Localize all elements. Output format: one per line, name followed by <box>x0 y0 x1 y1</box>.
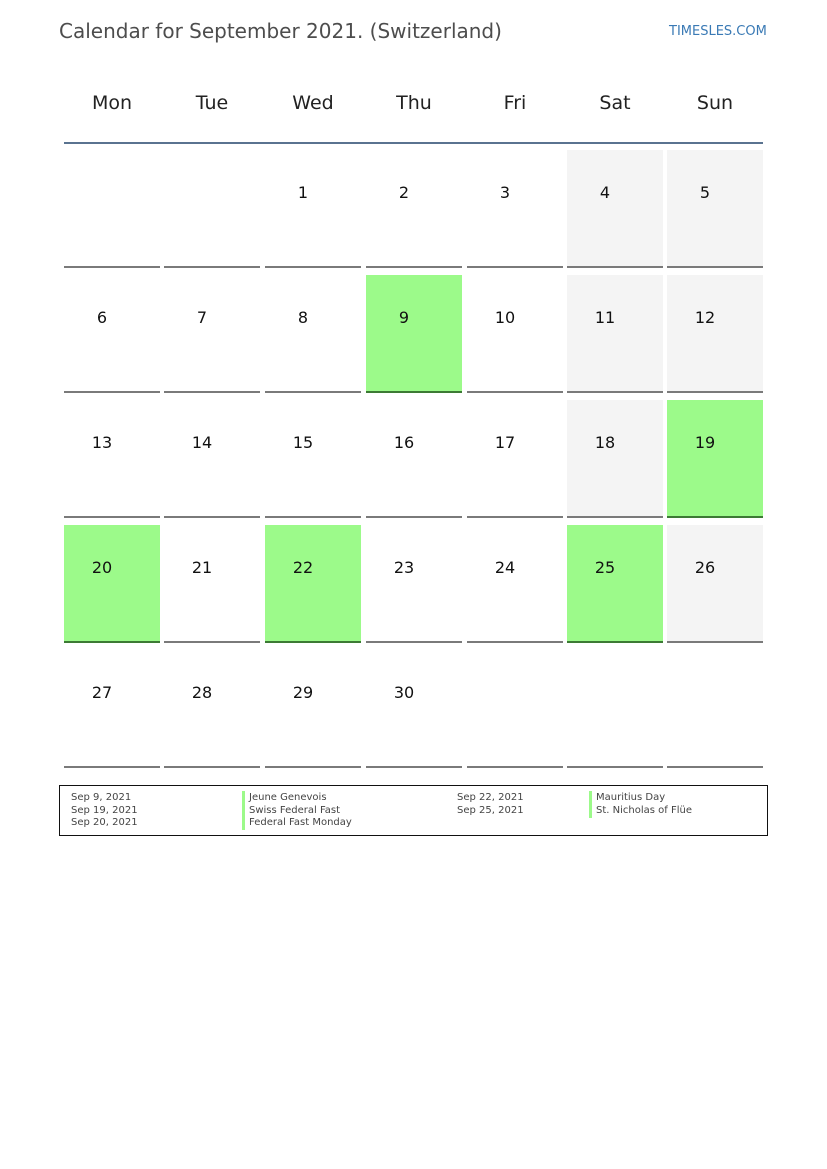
day-cell-23[interactable] <box>366 525 462 643</box>
day-number: 13 <box>91 433 113 452</box>
legend-holiday-name: Mauritius Day <box>589 792 665 804</box>
day-cell-27[interactable] <box>64 650 160 768</box>
day-number: 30 <box>393 683 415 702</box>
day-cell-1[interactable] <box>265 150 361 268</box>
day-cell-6[interactable] <box>64 275 160 393</box>
day-cell-24[interactable] <box>467 525 563 643</box>
day-cell-18[interactable] <box>567 400 663 518</box>
day-cell-25[interactable] <box>567 525 663 643</box>
day-number: 1 <box>297 183 309 202</box>
empty-day-cell <box>667 650 763 768</box>
day-cell-30[interactable] <box>366 650 462 768</box>
day-cell-4[interactable] <box>567 150 663 268</box>
day-number: 24 <box>494 558 516 577</box>
day-cell-3[interactable] <box>467 150 563 268</box>
day-number: 12 <box>694 308 716 327</box>
empty-day-cell <box>467 650 563 768</box>
day-number: 25 <box>594 558 616 577</box>
legend-item <box>60 817 767 829</box>
day-cell-12[interactable] <box>667 275 763 393</box>
day-cell-5[interactable] <box>667 150 763 268</box>
day-cell-22[interactable] <box>265 525 361 643</box>
weekday-mon: Mon <box>91 92 133 114</box>
day-cell-29[interactable] <box>265 650 361 768</box>
day-number: 21 <box>191 558 213 577</box>
day-number: 27 <box>91 683 113 702</box>
legend-item <box>60 805 767 817</box>
day-cell-2[interactable] <box>366 150 462 268</box>
header-divider <box>64 142 763 144</box>
legend-holiday-name: Federal Fast Monday <box>242 817 352 829</box>
day-cell-8[interactable] <box>265 275 361 393</box>
legend-date: Sep 22, 2021 <box>457 792 524 803</box>
legend-date: Sep 19, 2021 <box>71 804 138 816</box>
weekday-sat: Sat <box>599 92 631 114</box>
day-number: 14 <box>191 433 213 452</box>
day-number: 19 <box>694 433 716 452</box>
empty-day-cell <box>567 650 663 768</box>
weekday-thu: Thu <box>396 92 432 114</box>
day-number: 7 <box>196 308 208 327</box>
holiday-legend <box>59 785 768 836</box>
day-number: 6 <box>96 308 108 327</box>
day-cell-19[interactable] <box>667 400 763 518</box>
day-number: 4 <box>599 183 611 202</box>
site-link[interactable]: TIMESLES.COM <box>669 24 767 39</box>
day-number: 23 <box>393 558 415 577</box>
day-number: 28 <box>191 683 213 702</box>
legend-date: Sep 9, 2021 <box>71 792 132 803</box>
day-number: 2 <box>398 183 410 202</box>
day-cell-15[interactable] <box>265 400 361 518</box>
day-number: 20 <box>91 558 113 577</box>
day-number: 9 <box>398 308 410 327</box>
weekday-fri: Fri <box>503 92 527 114</box>
legend-date: Sep 20, 2021 <box>71 817 138 828</box>
page-title: Calendar for September 2021. (Switzerland) <box>59 19 502 43</box>
day-cell-14[interactable] <box>164 400 260 518</box>
legend-holiday-name: Jeune Genevois <box>242 792 327 804</box>
day-number: 22 <box>292 558 314 577</box>
day-number: 5 <box>699 183 711 202</box>
empty-day-cell <box>64 150 160 268</box>
day-number: 18 <box>594 433 616 452</box>
day-cell-16[interactable] <box>366 400 462 518</box>
day-cell-21[interactable] <box>164 525 260 643</box>
day-number: 3 <box>499 183 511 202</box>
day-cell-9[interactable] <box>366 275 462 393</box>
day-number: 10 <box>494 308 516 327</box>
day-number: 15 <box>292 433 314 452</box>
day-number: 11 <box>594 308 616 327</box>
weekday-sun: Sun <box>696 92 734 114</box>
day-cell-7[interactable] <box>164 275 260 393</box>
day-cell-11[interactable] <box>567 275 663 393</box>
day-number: 8 <box>297 308 309 327</box>
weekday-wed: Wed <box>292 92 334 114</box>
legend-holiday-name: Swiss Federal Fast <box>242 805 340 817</box>
day-cell-13[interactable] <box>64 400 160 518</box>
day-number: 29 <box>292 683 314 702</box>
day-cell-28[interactable] <box>164 650 260 768</box>
day-cell-26[interactable] <box>667 525 763 643</box>
day-number: 16 <box>393 433 415 452</box>
legend-holiday-name: St. Nicholas of Flüe <box>589 805 692 817</box>
legend-date: Sep 25, 2021 <box>457 804 524 816</box>
legend-item <box>60 792 767 804</box>
day-cell-20[interactable] <box>64 525 160 643</box>
weekday-tue: Tue <box>195 92 229 114</box>
day-cell-10[interactable] <box>467 275 563 393</box>
day-number: 17 <box>494 433 516 452</box>
empty-day-cell <box>164 150 260 268</box>
day-cell-17[interactable] <box>467 400 563 518</box>
day-number: 26 <box>694 558 716 577</box>
